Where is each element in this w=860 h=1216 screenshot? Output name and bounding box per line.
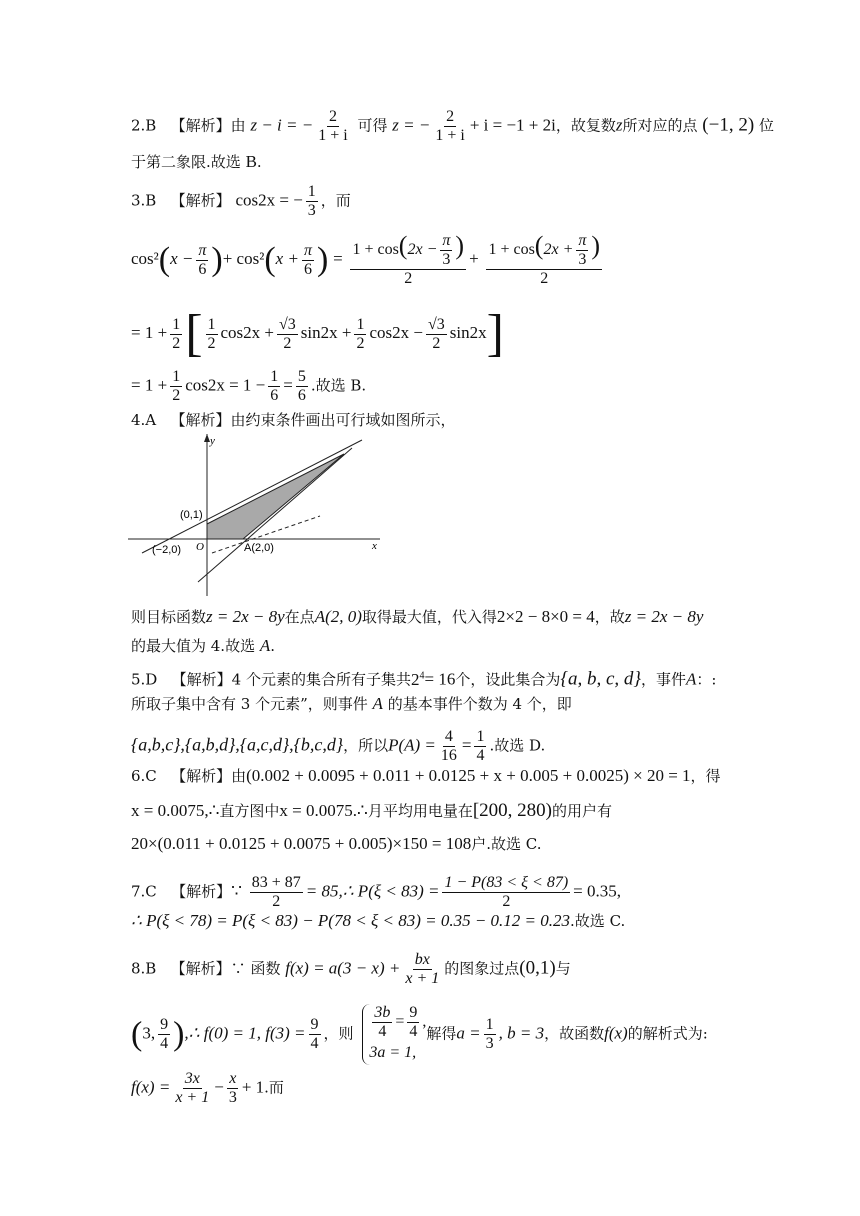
- q8-tag: 【解析】: [170, 959, 231, 978]
- q4-objective: z = 2x − 8y: [206, 607, 285, 626]
- q8-nx: x: [229, 1070, 237, 1087]
- q4-line3: [131, 636, 800, 656]
- q7-frac2-num: 1 − P(83 < ξ < 87): [444, 874, 569, 891]
- q8-a: ∵ 函数: [230, 959, 281, 978]
- q7-a: = 85,∴ P(ξ < 83) =: [305, 881, 440, 901]
- q2-line1: [131, 108, 800, 145]
- q3-sqrt3b: [426, 316, 447, 353]
- q8-nine4b: [309, 1016, 321, 1053]
- q3-half-den: 2: [172, 334, 181, 352]
- q3-frac-pi6a: [196, 242, 208, 279]
- q3-n2-in: 2x +: [543, 241, 574, 259]
- q3-frac-den: 3: [307, 202, 316, 219]
- q8-x3-frac: [227, 1070, 239, 1107]
- q8-one: 1: [485, 1016, 494, 1033]
- q7-frac2: [442, 874, 570, 911]
- q4-after-e: 取得最大值，代入得: [361, 608, 497, 626]
- q8-bx: bx: [414, 951, 430, 968]
- q2-text6: 位: [758, 116, 774, 135]
- q4-text: 由约束条件画出可行域如图所示，: [230, 411, 456, 429]
- q2-frac1-num: 2: [328, 108, 337, 125]
- feasible-region: [207, 454, 344, 539]
- q3-l4b: cos2x = 1 −: [185, 375, 266, 395]
- q3-sqrt3a: [277, 316, 298, 353]
- q6-a: 由: [231, 767, 247, 785]
- q3-bracket: ]: [486, 305, 504, 362]
- q5-a: 4 个元素的集合所有子集共: [231, 670, 411, 689]
- q3-sqrt3b-den: 2: [432, 334, 441, 352]
- q8-fx: f(x): [604, 1023, 628, 1043]
- feasible-region-graph: [128, 432, 388, 600]
- constraint-line-1: [142, 440, 362, 553]
- origin-label: O: [196, 541, 204, 553]
- q7-tag: 【解析】: [171, 882, 232, 901]
- q8-l3b: + 1: [241, 1077, 265, 1097]
- q3-bigfrac1: [350, 232, 466, 288]
- q3-l3a: = 1 +: [131, 323, 168, 342]
- q3-line3: [131, 305, 800, 362]
- q8-end: .而: [264, 1078, 284, 1097]
- q8-system: [362, 1004, 426, 1065]
- q8-3b: 3b: [374, 1004, 391, 1021]
- q8-func: f(x) = a(3 − x) +: [285, 958, 401, 978]
- q5-frac2: [474, 728, 486, 765]
- q3-bigfrac2-num: 1 + cos(2x + $\frac{\pi}{3}$ ): [488, 231, 601, 268]
- q4-calc: 2×2 − 8×0 = 4: [496, 607, 595, 626]
- q5-eventA: A: [686, 669, 697, 689]
- q3-pi: π: [303, 241, 312, 259]
- q3-cos2b: + cos²: [222, 249, 265, 268]
- q8-sys-four: 4: [409, 1023, 418, 1040]
- q8-label: 8.B: [131, 959, 157, 978]
- q3-xminus: x −: [170, 249, 194, 268]
- q3-tag: 【解析】: [170, 191, 231, 210]
- q3-expr: cos2x = −: [235, 190, 303, 210]
- q3-two: 2: [404, 270, 413, 287]
- q3-half4-num: 1: [172, 368, 181, 385]
- q5-base: 2: [411, 669, 420, 689]
- q3-l3t1: cos2x +: [220, 323, 275, 342]
- q6-label: 6.C: [131, 767, 157, 785]
- q3-paren: ): [211, 241, 223, 278]
- q8-dxp1: x + 1: [175, 1089, 210, 1106]
- q3-frac-pi6b: [302, 242, 314, 279]
- q8-beq: , b = 3: [498, 1023, 545, 1043]
- q8-l2b: ,∴ f(0) = 1, f(3) =: [184, 1023, 306, 1043]
- q5-frac2-den: 4: [476, 747, 485, 764]
- q5-h: ：:: [696, 670, 717, 689]
- q3-half2-den: 2: [207, 334, 216, 352]
- q4-after-c: 在点: [284, 608, 315, 626]
- q3-pi: π: [442, 232, 451, 249]
- q4-line1: [131, 410, 800, 430]
- q3-half2: [206, 316, 218, 353]
- q3-sqrt3a-num: √3: [279, 315, 296, 333]
- q6-c: ，得: [690, 767, 721, 785]
- q8-3b4: [372, 1004, 392, 1041]
- q5-subsets: {a,b,c},{a,b,d},{a,c,d},{b,c,d}: [131, 734, 344, 755]
- q2-line2-text: 于第二象限.故选: [131, 153, 241, 171]
- q4-line2: [131, 607, 800, 627]
- q3-label: 3.B: [131, 191, 157, 210]
- q8-line3: [131, 1070, 800, 1107]
- q6-l2a: x = 0.0075,∴: [131, 801, 220, 820]
- q3-six: 6: [303, 260, 312, 278]
- q8-line2: [131, 1004, 800, 1065]
- q3-frac: [306, 183, 318, 220]
- q7-frac1-den: 2: [272, 893, 281, 910]
- q7-line1: [131, 874, 800, 911]
- q3-line2: [131, 232, 800, 288]
- q8-four-b: 4: [310, 1035, 319, 1052]
- q3-half3-num: 1: [356, 315, 365, 333]
- q4-after-a: 则目标函数: [131, 608, 207, 626]
- q2-frac2: [433, 108, 466, 145]
- q8-aeq: a =: [456, 1023, 481, 1043]
- q8-l2a: 3,: [142, 1023, 156, 1043]
- q3-half3: [354, 316, 366, 353]
- q8-l3a: f(x) =: [131, 1077, 171, 1097]
- q3-two: 2: [540, 270, 549, 287]
- q8-three: 3: [485, 1035, 494, 1052]
- q3-n1-in: 2x −: [407, 241, 438, 259]
- q3-pi: π: [198, 241, 207, 259]
- q3-bracket: [: [185, 305, 203, 362]
- q4-answer: A: [259, 636, 271, 655]
- q8-l2d: 解得: [426, 1024, 457, 1043]
- q2-frac2-den: 1 + i: [435, 127, 465, 144]
- q3-l3t4: sin2x: [449, 323, 487, 342]
- q3-sqrt3a-den: 2: [283, 334, 292, 352]
- q2-text3: ，故复数: [555, 116, 616, 135]
- q3-cos2a: cos²: [131, 249, 159, 268]
- q6-line1: [131, 766, 800, 786]
- q6-l3b: 户.故选 C.: [471, 835, 542, 853]
- q6-interval: [200, 280): [472, 800, 552, 821]
- q5-end: .故选 D.: [489, 736, 546, 755]
- q3-three: 3: [578, 251, 587, 268]
- q3-six: 6: [198, 260, 207, 278]
- q5-frac1-den: 16: [440, 747, 457, 764]
- q7-frac2-den: 2: [502, 893, 511, 910]
- y-axis-label: y: [210, 435, 215, 447]
- q3-bigfrac2: [486, 232, 602, 288]
- q4-after-g: ，故: [594, 608, 625, 626]
- point-neg2-0-label: (−2,0): [152, 544, 182, 556]
- q4-dot: .: [270, 637, 276, 655]
- q3-pi3b: [576, 232, 588, 269]
- q6-tag: 【解析】: [171, 767, 232, 785]
- q5-line1: [131, 666, 800, 690]
- q3-frac-num: 1: [307, 183, 316, 200]
- x-axis-label: x: [372, 540, 377, 552]
- q5-l2a: 所取子集中含有 3 个元素”，则事件: [131, 695, 368, 713]
- q6-equation: (0.002 + 0.0095 + 0.011 + 0.0125 + x + 0.005 + 0.0025) × 20 = 1: [246, 766, 691, 785]
- q8-l2e: ，故函数: [544, 1024, 605, 1043]
- q3-text1: ，而: [320, 191, 351, 210]
- q3-line1: [131, 183, 800, 220]
- q8-paren: (: [131, 1015, 143, 1053]
- q5-frac1-num: 4: [444, 728, 453, 745]
- q5-tag: 【解析】: [171, 670, 232, 689]
- q7-b: = 0.35,: [573, 881, 621, 901]
- q5-frac1: [439, 728, 459, 765]
- q8-c: 的图象过点: [444, 959, 520, 978]
- q6-l2c: x = 0.0075.∴: [279, 801, 368, 820]
- q4-tag: 【解析】: [170, 411, 231, 429]
- q3-xplus: x +: [275, 249, 299, 268]
- q3-fivesixth: [296, 368, 308, 405]
- q6-l2f: 的用户有: [552, 802, 613, 820]
- q8-nine: 9: [160, 1016, 169, 1033]
- q8-four: 4: [160, 1035, 169, 1052]
- q8-paren: ): [173, 1015, 185, 1053]
- q3-sixth: [268, 368, 280, 405]
- q4-label: 4.A: [131, 411, 157, 429]
- point-0-1-label: (0,1): [180, 509, 203, 521]
- q5-set: {a, b, c, d}: [560, 668, 641, 690]
- q2-tag: 【解析】: [170, 116, 231, 135]
- q8-sys-9-4: [407, 1004, 419, 1041]
- q4-objective2: z = 2x − 8y: [624, 607, 704, 626]
- q3-l4c: =: [283, 375, 293, 395]
- q3-half4: [170, 368, 182, 405]
- q3-paren: (: [158, 241, 171, 278]
- q2-frac2-num: 2: [446, 108, 455, 125]
- q8-sys-row2: 3a = 1,: [369, 1044, 417, 1061]
- q5-line2: [131, 694, 800, 714]
- q3-half4-den: 2: [172, 387, 181, 404]
- q2-text: 由: [230, 116, 246, 135]
- q8-sys-eq: =: [395, 1013, 405, 1031]
- q3-eq: =: [333, 249, 343, 268]
- q3-n2: 1 + cos: [488, 241, 535, 259]
- q7-line2: [131, 911, 800, 931]
- q5-c: = 16: [424, 669, 456, 689]
- q8-3x: 3x: [184, 1070, 200, 1087]
- q3-half-num: 1: [172, 315, 181, 333]
- q5-l2c: 的基本事件个数为 4 个，即: [387, 695, 572, 713]
- q5-power: [411, 670, 425, 689]
- q3-l3t2: sin2x +: [300, 323, 352, 342]
- q8-l2c: ，则: [323, 1024, 354, 1043]
- q3-pi: π: [578, 232, 587, 249]
- q2-expr1: z − i = −: [250, 115, 314, 135]
- q5-line3: {a,b,c},{a,b,d},{a,c,d},{b,c,d}，所以P(A) = $\frac{4}{16}$ = $\frac{1}{4}$ .故选 D.: [131, 728, 546, 764]
- q2-expr3: + i = −1 + 2i: [469, 115, 556, 135]
- q2-line2: [131, 152, 800, 172]
- q5-PA: P(A) =: [388, 735, 436, 755]
- point-A-label: A(2,0): [244, 542, 274, 554]
- q3-plus: +: [469, 249, 479, 268]
- q2-frac1-den: 1 + i: [318, 127, 348, 144]
- q6-line3: [131, 834, 800, 854]
- q8-sys-4: 4: [378, 1023, 387, 1040]
- q3-three: 3: [442, 251, 451, 268]
- q6-line2: [131, 801, 800, 821]
- q8-l2f: 的解析式为:: [627, 1024, 708, 1043]
- q3-l4end: .故选 B.: [310, 376, 367, 395]
- q7-frac1: [250, 874, 303, 911]
- q7-l2: ∴ P(ξ < 78) = P(ξ < 83) − P(78 < ξ < 83) = 0.35 − 0.12 = 0.23: [131, 911, 571, 930]
- q2-label: 2.B: [131, 116, 157, 135]
- q4-pointA: A(2, 0): [314, 607, 362, 626]
- q3-sixth-num: 1: [270, 368, 279, 385]
- q5-frac2-num: 1: [476, 728, 485, 745]
- q2-frac1: [316, 108, 349, 145]
- q3-fivesixth-den: 6: [297, 387, 306, 404]
- q3-paren: (: [264, 241, 276, 278]
- q3-pi3a: [440, 232, 452, 269]
- q3-sixth-den: 6: [270, 387, 279, 404]
- q3-sqrt3b-num: √3: [427, 315, 445, 333]
- q3-l4a: = 1 +: [131, 375, 168, 395]
- q8-line1: [131, 951, 800, 988]
- q3-n1: 1 + cos: [352, 241, 399, 259]
- q8-minus: −: [214, 1077, 224, 1097]
- q5-l3b: ，所以: [343, 736, 389, 755]
- q8-3x-frac: [173, 1070, 211, 1107]
- q2-text2: 可得: [357, 116, 388, 135]
- q2-text5: 所对应的点: [622, 116, 698, 135]
- q8-xp1: x + 1: [405, 970, 440, 987]
- q8-nine4: [158, 1016, 170, 1053]
- q7-frac1-num: 83 + 87: [251, 874, 301, 891]
- q3-half2-num: 1: [207, 315, 216, 333]
- q3-half: [170, 316, 182, 353]
- q6-l3a: 20×(0.011 + 0.0125 + 0.0075 + 0.005)×150 = 108: [131, 834, 472, 853]
- q4-after2-a: 的最大值为 4.故选: [131, 637, 256, 655]
- q3-l3t3: cos2x −: [369, 323, 423, 342]
- q2-answer: B: [245, 152, 257, 171]
- q3-bigfrac1-num: 1 + cos(2x − $\frac{\pi}{3}$ ): [352, 231, 465, 268]
- q8-d3: 3: [228, 1089, 237, 1106]
- q6-l2d: 月平均用电量在: [367, 802, 473, 820]
- q7-label: 7.C: [131, 882, 157, 901]
- q5-l2b: A: [372, 694, 383, 713]
- q5-f: ，事件: [641, 670, 687, 689]
- q8-sys-nine: 9: [409, 1004, 418, 1021]
- constraint-line-2: [198, 448, 352, 582]
- q8-sys-row1: $\frac{3b}{4}$ = $\frac{9}{4}$ ,: [374, 1004, 427, 1040]
- q8-point01: (0,1): [519, 957, 556, 979]
- q5-d: 个，设此集合为: [455, 670, 561, 689]
- q7-end: .故选 C.: [570, 912, 626, 930]
- q5-exp: 4: [419, 670, 425, 681]
- q2-z: z: [615, 115, 623, 135]
- q8-nine-b: 9: [310, 1016, 319, 1033]
- q8-third: [484, 1016, 496, 1053]
- q3-half3-den: 2: [356, 334, 365, 352]
- q3-line4: [131, 368, 800, 405]
- q5-label: 5.D: [131, 670, 158, 689]
- q8-frac-bx: [403, 951, 441, 988]
- q3-fivesixth-num: 5: [297, 368, 306, 385]
- q6-l2b: 直方图中: [219, 802, 280, 820]
- q3-paren: ): [316, 241, 329, 278]
- q7-because: ∵: [231, 881, 242, 901]
- q2-dot: .: [256, 153, 262, 171]
- q2-expr2: z = −: [392, 115, 431, 135]
- q8-e: 与: [555, 959, 571, 978]
- q2-point: (−1, 2): [702, 114, 755, 136]
